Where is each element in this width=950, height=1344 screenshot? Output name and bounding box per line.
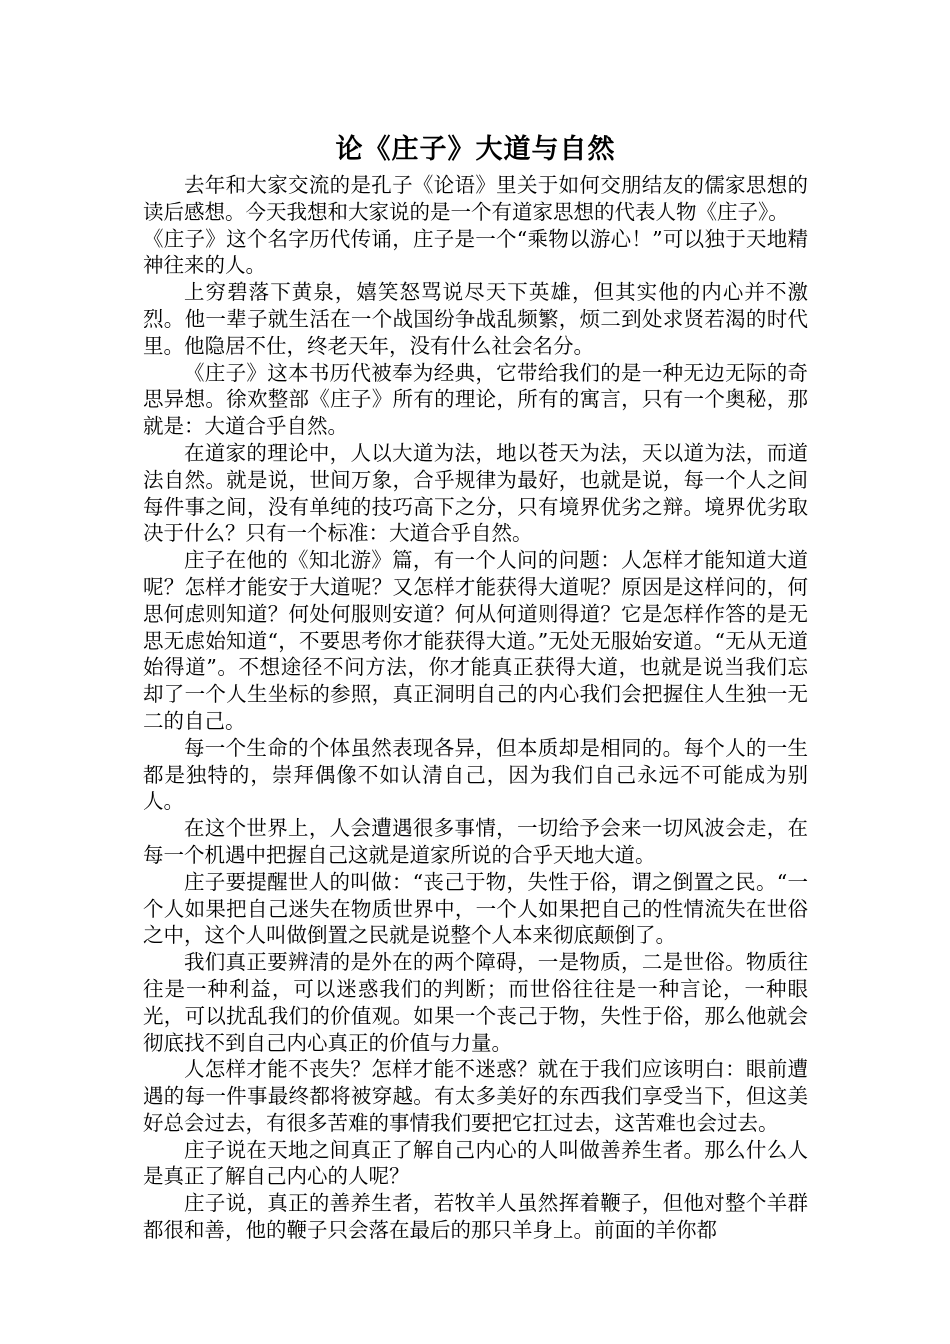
- paragraph: 在道家的理论中，人以大道为法，地以苍天为法，天以道为法，而道法自然。就是说，世间万象，合乎规律为最好，也就是说，每一个人之间每件事之间，没有单纯的技巧高下之分，只有境界优劣之辩。境界优劣取决于什么？只有一个标准：大道合乎自然。: [143, 440, 808, 546]
- paragraph: 庄子在他的《知北游》篇，有一个人问的问题：人怎样才能知道大道呢？怎样才能安于大道呢？又怎样才能获得大道呢？原因是这样问的，何思何虑则知道？何处何服则安道？何从何道则得道？它是怎样作答的是无思无虑始知道“，不要思考你才能获得大道。”无处无服始安道。“无从无道始得道”。不想途径不问方法，你才能真正获得大道，也就是说当我们忘却了一个人生坐标的参照，真正洞明自己的内心我们会把握住人生独一无二的自己。: [143, 548, 808, 733]
- paragraph: 庄子说，真正的善养生者，若牧羊人虽然挥着鞭子，但他对整个羊群都很和善，他的鞭子只会落在最后的那只羊身上。前面的羊你都: [143, 1191, 808, 1243]
- paragraph: 我们真正要辨清的是外在的两个障碍，一是物质，二是世俗。物质往往是一种利益，可以迷惑我们的判断；而世俗往往是一种言论，一种眼光，可以扰乱我们的价值观。如果一个丧己于物，失性于俗，那么他就会彻底找不到自己内心真正的价值与力量。: [143, 950, 808, 1055]
- paragraph: 庄子要提醒世人的叫做：“丧己于物，失性于俗，谓之倒置之民。“一个人如果把自己迷失在物质世界中，一个人如果把自己的性情流失在世俗之中，这个人叫做倒置之民就是说整个人本来彻底颠倒了。: [143, 869, 808, 948]
- paragraph: 每一个生命的个体虽然表现各异，但本质却是相同的。每个人的一生都是独特的，崇拜偶像不如认清自己，因为我们自己永远不可能成为别人。: [143, 735, 808, 814]
- paragraph: 在这个世界上，人会遭遇很多事情，一切给予会来一切风波会走，在每一个机遇中把握自己这就是道家所说的合乎天地大道。: [143, 816, 808, 867]
- paragraph: 《庄子》这本书历代被奉为经典，它带给我们的是一种无边无际的奇思异想。徐欢整部《庄子》所有的理论，所有的寓言，只有一个奥秘，那就是：大道合乎自然。: [143, 360, 808, 439]
- page-title: 论《庄子》大道与自然: [335, 134, 616, 165]
- paragraph: 去年和大家交流的是孔子《论语》里关于如何交朋结友的儒家思想的读后感想。今天我想和大家说的是一个有道家思想的代表人物《庄子》。: [143, 173, 808, 224]
- paragraph: 人怎样才能不丧失？怎样才能不迷惑？就在于我们应该明白：眼前遭遇的每一件事最终都将被穿越。有太多美好的东西我们享受当下，但这美好总会过去，有很多苦难的事情我们要把它扛过去，这苦难也会过去。: [143, 1057, 808, 1135]
- paragraph: 庄子说在天地之间真正了解自己内心的人叫做善养生者。那么什么人是真正了解自己内心的人呢？: [143, 1137, 808, 1189]
- document-page: [143, 128, 808, 1244]
- paragraph: 上穷碧落下黄泉，嬉笑怒骂说尽天下英雄，但其实他的内心并不激烈。他一辈子就生活在一个战国纷争战乱频繁，烦二到处求贤若渴的时代里。他隐居不仕，终老天年，没有什么社会名分。: [143, 280, 808, 358]
- paragraph: 《庄子》这个名字历代传诵，庄子是一个“乘物以游心！”可以独于天地精神往来的人。: [143, 226, 808, 278]
- document-body: [143, 172, 808, 1244]
